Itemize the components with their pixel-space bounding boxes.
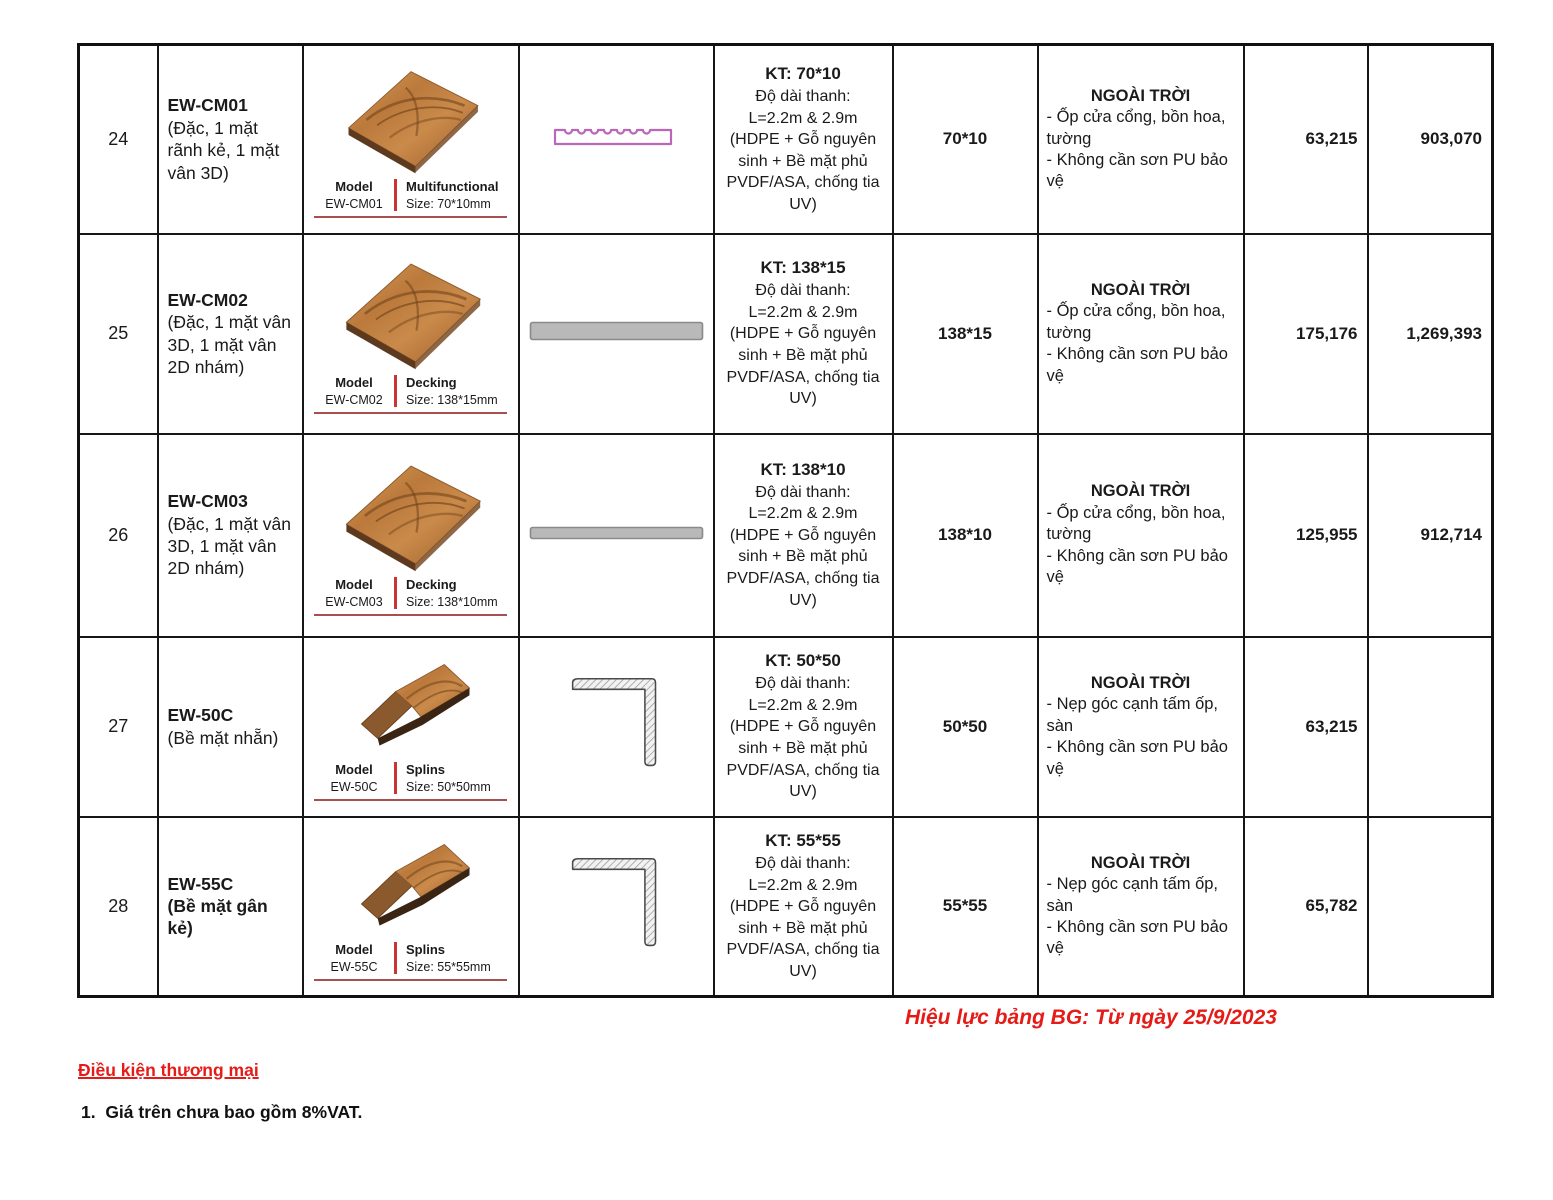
cross-section-cell — [519, 817, 714, 997]
caption-model-label: Model — [335, 576, 373, 592]
photo-caption — [314, 762, 507, 801]
caption-size: Size: 138*10mm — [406, 594, 498, 609]
photo-caption — [314, 375, 507, 414]
table-row — [79, 434, 1493, 637]
table-row — [79, 234, 1493, 434]
usage-line: - Không cần sơn PU bảo vệ — [1046, 150, 1228, 191]
product-photo-cell — [303, 817, 519, 997]
price-per-m2: 912,714 — [1368, 434, 1493, 637]
product-desc: (Đặc, 1 mặt vân 3D, 1 mặt vân 2D nhám) — [167, 312, 292, 377]
usage-heading: NGOÀI TRỜI — [1090, 280, 1191, 299]
usage-cell — [1038, 637, 1244, 817]
spec-cell — [714, 434, 893, 637]
spec-line: (HDPE + Gỗ nguyên sinh + Bề mặt phủ PVDF/ASA, chống tia UV) — [726, 131, 880, 213]
usage-heading: NGOÀI TRỜI — [1090, 482, 1191, 501]
usage-line: - Không cần sơn PU bảo vệ — [1046, 738, 1228, 778]
usage-line: - Không cần sơn PU bảo vệ — [1046, 917, 1228, 958]
photo-caption — [314, 577, 507, 616]
usage-heading: NGOÀI TRỜI — [1090, 853, 1191, 872]
spec-cell — [714, 817, 893, 997]
caption-model-label: Model — [335, 178, 373, 194]
row-number: 28 — [79, 817, 158, 997]
usage-line: - Ốp cửa cổng, bồn hoa, tường — [1046, 503, 1226, 544]
cross-section-cell — [519, 45, 714, 234]
cross-section-solid-bar — [529, 526, 704, 540]
price-per-m2: 1,269,393 — [1368, 234, 1493, 434]
product-photo-cell — [303, 637, 519, 817]
spec-line: Độ dài thanh: — [755, 87, 851, 105]
caption-size: Size: 50*50mm — [406, 780, 491, 794]
product-photo-angle — [310, 832, 512, 940]
usage-line: - Nẹp góc cạnh tấm ốp, sàn — [1046, 875, 1219, 915]
product-photo-plank — [310, 61, 512, 177]
product-photo-plank — [310, 253, 512, 373]
spec-title: KT: 138*10 — [760, 459, 846, 479]
cross-section-cell — [519, 637, 714, 817]
size-cell: 50*50 — [893, 637, 1038, 817]
spec-line: Độ dài thanh: — [755, 854, 851, 872]
spec-line: L=2.2m & 2.9m — [748, 505, 858, 523]
product-code-cell — [158, 637, 303, 817]
product-desc: (Bề mặt gân kẻ) — [167, 896, 268, 939]
product-photo-cell — [303, 434, 519, 637]
cross-section-solid-bar — [529, 321, 704, 341]
spec-line: (HDPE + Gỗ nguyên sinh + Bề mặt phủ PVDF/ASA, chống tia UV) — [726, 526, 880, 609]
price-per-m2 — [1368, 817, 1493, 997]
size-cell: 138*10 — [893, 434, 1038, 637]
spec-title: KT: 55*55 — [765, 831, 841, 850]
caption-code: EW-CM03 — [325, 594, 383, 609]
price-per-bar: 125,955 — [1244, 434, 1368, 637]
caption-model-value: Multifunctional — [406, 178, 499, 194]
caption-model-value: Splins — [406, 762, 446, 777]
row-number: 26 — [79, 434, 158, 637]
caption-model-label: Model — [335, 375, 373, 390]
product-code: EW-50C — [167, 705, 234, 726]
spec-line: Độ dài thanh: — [755, 282, 851, 300]
spec-title: KT: 138*15 — [760, 258, 846, 278]
caption-code: EW-55C — [330, 959, 378, 974]
spec-line: L=2.2m & 2.9m — [748, 303, 858, 321]
product-code: EW-CM02 — [167, 289, 248, 310]
product-desc: (Đặc, 1 mặt vân 3D, 1 mặt vân 2D nhám) — [167, 513, 292, 579]
usage-line: - Ốp cửa cổng, bồn hoa, tường — [1046, 302, 1226, 342]
cross-section-angle-profile — [563, 851, 669, 957]
usage-heading: NGOÀI TRỜI — [1090, 673, 1191, 692]
product-photo-cell — [303, 234, 519, 434]
price-per-bar: 65,782 — [1244, 817, 1368, 997]
cross-section-cell — [519, 434, 714, 637]
table-row — [79, 817, 1493, 997]
usage-cell — [1038, 234, 1244, 434]
caption-model-value: Decking — [406, 576, 457, 592]
product-code-cell — [158, 234, 303, 434]
table-row — [79, 45, 1493, 234]
caption-code: EW-50C — [330, 780, 378, 794]
caption-code: EW-CM02 — [325, 393, 383, 407]
product-photo-cell — [303, 45, 519, 234]
price-per-m2 — [1368, 637, 1493, 817]
product-code-cell — [158, 817, 303, 997]
price-per-bar: 175,176 — [1244, 234, 1368, 434]
product-photo-angle — [310, 652, 512, 760]
product-desc: (Bề mặt nhẵn) — [167, 727, 279, 748]
price-list-validity: Hiệu lực bảng BG: Từ ngày 25/9/2023 — [905, 1006, 1277, 1029]
size-cell: 138*15 — [893, 234, 1038, 434]
spec-cell — [714, 45, 893, 234]
caption-model-value: Decking — [406, 375, 457, 390]
caption-size: Size: 55*55mm — [406, 959, 491, 974]
spec-line: L=2.2m & 2.9m — [748, 109, 858, 127]
size-cell: 70*10 — [893, 45, 1038, 234]
caption-size: Size: 70*10mm — [406, 196, 491, 211]
spec-line: L=2.2m & 2.9m — [748, 696, 858, 714]
trade-term-item: 1. Giá trên chưa bao gồm 8%VAT. — [81, 1102, 363, 1122]
caption-code: EW-CM01 — [325, 196, 383, 211]
photo-caption — [314, 179, 507, 218]
cross-section-cell — [519, 234, 714, 434]
caption-model-label: Model — [335, 762, 373, 777]
usage-heading: NGOÀI TRỜI — [1090, 86, 1191, 105]
usage-cell — [1038, 817, 1244, 997]
spec-line: (HDPE + Gỗ nguyên sinh + Bề mặt phủ PVDF/ASA, chống tia UV) — [726, 898, 880, 980]
price-per-bar: 63,215 — [1244, 45, 1368, 234]
usage-line: - Nẹp góc cạnh tấm ốp, sàn — [1046, 695, 1219, 735]
caption-size: Size: 138*15mm — [406, 393, 498, 407]
spec-cell — [714, 234, 893, 434]
usage-cell — [1038, 45, 1244, 234]
photo-caption — [314, 942, 507, 981]
row-number: 25 — [79, 234, 158, 434]
product-code: EW-CM03 — [167, 491, 248, 512]
table-row — [79, 637, 1493, 817]
cross-section-grooved-profile — [551, 123, 681, 151]
spec-line: L=2.2m & 2.9m — [748, 876, 858, 894]
product-code: EW-CM01 — [167, 95, 248, 116]
row-number: 27 — [79, 637, 158, 817]
product-desc: (Đặc, 1 mặt rãnh kẻ, 1 mặt vân 3D) — [167, 117, 280, 183]
product-code-cell — [158, 434, 303, 637]
usage-cell — [1038, 434, 1244, 637]
caption-model-label: Model — [335, 941, 373, 957]
product-code-cell — [158, 45, 303, 234]
spec-title: KT: 70*10 — [765, 64, 841, 83]
spec-cell — [714, 637, 893, 817]
usage-line: - Không cần sơn PU bảo vệ — [1046, 345, 1228, 385]
usage-line: - Ốp cửa cổng, bồn hoa, tường — [1046, 108, 1226, 148]
spec-line: Độ dài thanh: — [755, 675, 851, 693]
spec-title: KT: 50*50 — [765, 651, 841, 671]
caption-model-value: Splins — [406, 941, 446, 957]
spec-line: (HDPE + Gỗ nguyên sinh + Bề mặt phủ PVDF/ASA, chống tia UV) — [726, 718, 880, 801]
spec-line: (HDPE + Gỗ nguyên sinh + Bề mặt phủ PVDF/ASA, chống tia UV) — [726, 325, 880, 408]
price-per-m2: 903,070 — [1368, 45, 1493, 234]
trade-terms-heading: Điều kiện thương mại — [78, 1060, 259, 1080]
product-photo-plank — [310, 455, 512, 575]
row-number: 24 — [79, 45, 158, 234]
product-code: EW-55C — [167, 873, 234, 894]
price-table — [77, 43, 1494, 998]
spec-line: Độ dài thanh: — [755, 483, 851, 501]
usage-line: - Không cần sơn PU bảo vệ — [1046, 546, 1228, 587]
price-per-bar: 63,215 — [1244, 637, 1368, 817]
size-cell: 55*55 — [893, 817, 1038, 997]
cross-section-angle-profile — [563, 671, 669, 777]
